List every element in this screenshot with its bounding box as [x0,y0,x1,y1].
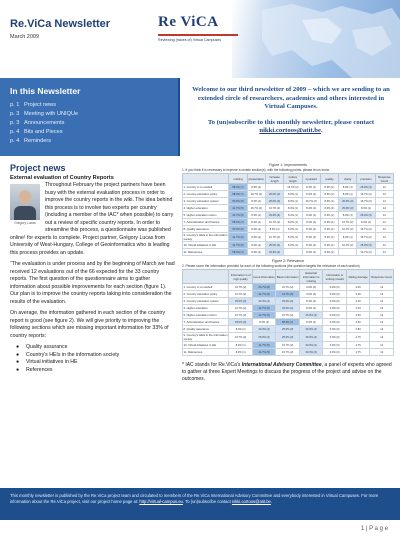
row-label: 7. Administration and finance [183,219,229,226]
table-cell: 33.3% (4) [276,298,300,305]
table-cell: 16.7% (2) [229,291,253,298]
row-label: 10. Virtual initiatives in HE [183,342,229,349]
table-cell: 8.3% (1) [284,198,302,205]
table-cell: 8.3% (1) [357,219,375,226]
row-label: 1. Country in a nutshell [183,284,229,291]
column-header: Information is of high quality [229,270,253,284]
table-cell: 25.0% (3) [276,333,300,342]
table-cell: 33.3% (4) [276,305,300,312]
welcome-box [180,78,400,156]
table-cell: 8.3% (1) [320,184,338,191]
table-row [183,191,394,198]
table-cell: 8.3% (1) [320,226,338,233]
figures-column [182,163,394,383]
table-cell: 16.7% (2) [247,191,265,198]
figure-1-question: 1. If you think it is necessary to improve a certain section(s), with the following points, please let us know. [182,168,330,172]
table-cell: 0.0% (0) [323,298,347,305]
table-cell: 41.7% (5) [276,291,300,298]
table-cell: 16.7% (2) [357,191,375,198]
table-row [183,184,394,191]
row-label: 2. Country education policy [183,291,229,298]
table-row [183,219,394,226]
column-header: Basic information [276,270,300,284]
table-cell: 8.3% (1) [357,205,375,212]
table-cell: 33.3% (4) [299,342,323,349]
table-row [183,349,394,356]
table-cell: 12 [370,291,394,298]
photo-caption: Grégory Lucas [14,221,36,225]
toc-item[interactable] [10,101,168,110]
table-cell: 25.0% (3) [252,333,276,342]
table-row [183,242,394,249]
table-cell: 8.3% (1) [339,184,357,191]
row-label: 8. Quality assurance [183,326,229,333]
table-cell: 12 [370,333,394,342]
table-cell: 16.7% (2) [229,333,253,342]
figure-2-table [182,269,394,356]
table-cell: 16.7% (2) [265,219,283,226]
toc-item[interactable] [10,119,168,128]
table-cell: 8.3% (1) [339,233,357,242]
table-cell: 12 [375,184,393,191]
table-cell: 8.3% (1) [302,233,320,242]
table-cell: 0.0% (0) [323,291,347,298]
table-cell: 0.0% (0) [299,291,323,298]
row-label: 4. Higher education [183,305,229,312]
column-header: Rating Average [346,270,370,284]
row-label: 3. Country education system [183,298,229,305]
table-row [183,284,394,291]
toc-label: Meeting with UNIQUe [24,111,79,117]
toc-page: p. 4 [10,138,20,144]
row-label: 2. Country education policy [183,191,229,198]
toc-label: Bits and Pieces [24,129,63,135]
table-cell: 8.3% (1) [339,212,357,219]
table-cell: 12 [370,342,394,349]
table-row [183,249,394,256]
figure-2-title: Figure 2: Relevance [271,259,305,263]
table-cell: 0.0% (0) [299,284,323,291]
column-header: quality [320,174,338,184]
table-cell: 8.3% (1) [302,226,320,233]
footer-email-link[interactable]: nikki.cortoos@atit.be [231,499,271,504]
table-row [183,319,394,326]
article-para-3: On average, the information gathered in each section of the country report is good (see figure 2). We will give priority to improving the following sections which are missing important information for 33% of country reports: [10,310,169,339]
table-cell: 25.0% (3) [265,198,283,205]
table-cell: 0.0% (0) [323,284,347,291]
toc-page: p. 4 [10,129,20,135]
table-cell: 12 [375,219,393,226]
footnote-prefix: * IAC stands for Re.ViCa's [182,362,242,368]
table-cell: 8.3% (1) [320,249,338,256]
subscribe-prefix: To (un)subscribe to this monthly newsletter, please contact [207,118,375,126]
table-cell: 16.7% (2) [339,219,357,226]
table-cell: 8.3% (1) [247,226,265,233]
newsletter-header [0,0,400,78]
table-cell: 16.7% (2) [276,312,300,319]
table-cell: 0.0% (0) [323,326,347,333]
table-cell: 16.7% (2) [357,226,375,233]
table-cell: 12 [375,226,393,233]
table-cell: 41.7% (5) [229,233,247,242]
figure-2-question: 2. Please score the information provided for each of the following sections (the question targets the relevance of each section) [182,264,360,268]
list-item [16,344,175,352]
table-cell: 8.3% (1) [339,191,357,198]
table-cell: 8.3% (1) [247,198,265,205]
row-label: 8. Quality assurance [183,226,229,233]
table-cell: 2.00 [346,284,370,291]
table-cell: 41.7% (5) [252,312,276,319]
table-cell: 8.3% (1) [320,212,338,219]
row-label: 1. Country in a nutshell [183,184,229,191]
project-homepage-link[interactable]: http://virtual-campus.eu [139,499,183,504]
table-cell: 33.3% (4) [252,298,276,305]
table-cell: 16.7% (2) [284,184,302,191]
list-item [16,352,175,360]
table-cell: 12 [370,319,394,326]
table-cell: 25.0% (3) [265,191,283,198]
portrait-head [19,190,31,204]
table-cell: 8.3% (1) [320,233,338,242]
table-cell: 2.83 [346,326,370,333]
table-cell: 50.0% (6) [229,198,247,205]
table-cell: 41.7% (5) [252,291,276,298]
table-cell: 25.0% (3) [229,298,253,305]
table-cell: 8.3% (1) [229,342,253,349]
table-cell: 33.3% (4) [265,212,283,219]
table-cell: 12 [375,212,393,219]
table-cell: 12 [370,312,394,319]
article-para-1: Throughout February the project partners have been busy with the external evaluation process in order to improve the country reports in the wiki. The idea behind this process is to involve two experts per country (including a member of the IAC* when possible) to carry out a review of specific country reports. In order to streamline this process, a questionnaire was published online¹ for experts to complete. Project partner, Grégory Lucas from University of West-Hungary, College of Geoinformatics who is leading this process provides an update. [10,182,174,256]
subscribe-end: . [320,127,323,134]
table-row [183,326,394,333]
footer-text [10,493,390,505]
column-header: presentation [247,174,265,184]
toc-item[interactable] [10,128,168,137]
table-cell: 0.0% (0) [323,349,347,356]
table-cell [339,249,357,256]
table-cell: 16.7% (2) [247,205,265,212]
table-cell: 16.7% (2) [229,305,253,312]
table-cell: 8.3% (1) [302,242,320,249]
table-cell: 25.0% (3) [276,326,300,333]
table-cell: 2.33 [346,305,370,312]
article-para-1-wrap [10,182,175,257]
table-row [183,205,394,212]
table-cell: 16.7% (2) [265,233,283,242]
table-cell: 41.7% (5) [229,205,247,212]
column-header [183,174,229,184]
table-cell: 16.7% (2) [339,226,357,233]
table-cell: 66.7% (8) [252,284,276,291]
table-cell: 16.7% (2) [265,205,283,212]
row-label: 9. Country's HEIs in the information society [183,233,228,241]
toc-page: p. 3 [10,111,20,117]
table-cell: 8.3% (1) [302,249,320,256]
table-cell: 8.3% (1) [252,319,276,326]
table-cell: 12 [375,249,393,256]
figure-1-title: Figure 1: Improvements [269,163,307,167]
table-cell: 41.7% (5) [229,242,247,249]
table-cell: 12 [375,205,393,212]
table-cell: 12 [375,242,393,249]
table-cell: 41.7% (5) [252,349,276,356]
table-cell: 25.0% (3) [357,242,375,249]
table-cell: 8.3% (1) [284,219,302,226]
table-row [183,198,394,205]
row-label: 4. Higher education [183,205,229,212]
toc-item[interactable] [10,137,168,146]
table-cell: 8.3% (1) [302,212,320,219]
table-cell: 0.0% (0) [323,312,347,319]
table-row [183,226,394,233]
table-cell: 16.7% (2) [276,349,300,356]
column-header [183,270,229,284]
table-cell: 8.3% (1) [320,205,338,212]
table-cell: 0.0% (0) [323,342,347,349]
table-cell: 58.3% (7) [229,249,247,256]
table-cell: 16.7% (2) [276,284,300,291]
list-item-label: References [26,366,53,373]
bullet-icon: ● [16,359,20,365]
table-cell: 12 [370,349,394,356]
table-cell: 16.7% (2) [302,198,320,205]
footnote-suffix: , a panel of experts who agreed to gather at three Expert Meetings to discuss the progress of the project and advise on the outcomes. [182,362,392,382]
table-row [183,298,394,305]
table-cell: 41.7% (5) [229,212,247,219]
article-para-2: “The evaluation is under process and by the beginning of March we had received 12 evaluations out of the 66 expected for the 33 country reports. The first question of the questionnaire aims to gather information about possible improvements for each section (figure 1). Our plan is to improve the country reports taking into consideration the results of the evaluation. [10,261,175,305]
table-cell: 58.3% (7) [229,191,247,198]
table-cell: 8.3% (1) [302,184,320,191]
subscribe-email-link[interactable]: nikki.cortoos@atit.be [259,127,321,134]
table-cell: 2.75 [346,342,370,349]
toc-label: Announcements [24,120,65,126]
bullet-icon: ● [16,351,20,358]
table-cell: 58.3% (7) [229,219,247,226]
column-header: precision [357,174,375,184]
table-cell: 12 [375,233,393,242]
table-row [183,305,394,312]
table-cell: 2.50 [346,319,370,326]
issue-date: March 2009 [10,34,40,40]
table-cell: 33.3% (4) [299,349,323,356]
table-cell: 8.3% (1) [299,319,323,326]
table-cell: 0.0% (0) [323,333,347,342]
table-cell: 8.3% (1) [247,212,265,219]
toc-page: p. 1 [10,102,20,108]
table-cell: 8.3% (1) [284,212,302,219]
table-cell: 2.25 [346,298,370,305]
table-cell: 8.3% (1) [247,219,265,226]
page-number: 1 | P a g e [360,526,388,532]
list-item [16,359,175,367]
table-cell: 25.0% (3) [229,319,253,326]
footer-text-start: This monthly newsletter is published by the Re.ViCa project team and circulated to members of the Re.ViCa International Advisory Committee and everybody interested in Virtual Campuses. For more information about the Re.ViCa project, visit our project home page at: [10,493,379,504]
row-label: 11. References [183,249,229,256]
table-row [183,333,394,342]
table-cell: 8.3% (1) [284,233,302,242]
logo-underline [158,34,238,36]
table-cell: 12 [375,191,393,198]
revica-logo [158,14,238,54]
toc-label: Project news [24,102,57,108]
table-cell: 0.0% (0) [323,305,347,312]
table-cell: 8.3% (1) [284,226,302,233]
portrait-torso [14,206,36,220]
table-cell: 8.3% (1) [284,205,302,212]
footnote-committee-name: International Advisory Committee [241,362,322,368]
article-subheading: External evaluation of Country Reports [10,175,114,181]
list-item-label: Virtual initiatives in HE [26,359,78,365]
column-header: reduce length [284,174,302,184]
table-cell: 16.7% (2) [357,233,375,242]
table-cell: 8.3% (1) [284,191,302,198]
logo-tagline: Reviewing (traces of) Virtual Campuses [158,38,222,42]
table-cell: 16.7% (2) [229,284,253,291]
logo-wordmark: Re ViCA [158,14,219,30]
section-heading: Project news [10,163,66,173]
table-cell: 8.3% (1) [265,226,283,233]
table-cell: 2.75 [346,349,370,356]
portrait-photo [10,184,40,220]
table-cell: 12 [370,326,394,333]
table-cell: 2.50 [346,312,370,319]
toc-item[interactable] [10,110,168,119]
column-header: clarity [339,174,357,184]
priority-list [10,344,175,374]
table-cell: 16.7% (2) [229,312,253,319]
list-item [16,367,175,375]
table-cell: 8.3% (1) [320,219,338,226]
table-cell: 16.7% (2) [339,242,357,249]
table-cell: 16.7% (2) [357,249,375,256]
bullet-icon: ● [16,366,20,373]
list-item-label: Quality assurance [26,344,68,350]
table-row [183,233,394,242]
table-cell: 8.3% (1) [247,184,265,191]
figure-1-table [182,173,394,256]
row-label: 7. Administration and finance [183,319,229,326]
table-cell: 25.0% (3) [265,242,283,249]
table-cell: 33.3% (4) [299,333,323,342]
contents-heading: In this Newsletter [10,86,81,96]
table-cell: 0.0% (0) [323,319,347,326]
table-cell [265,184,283,191]
table-cell: 8.3% (1) [284,242,302,249]
footer-band [0,488,400,520]
table-cell: 12 [370,298,394,305]
table-cell: 16.7% (2) [357,198,375,205]
row-label: 10. Virtual initiatives in HE [183,242,229,249]
subscribe-text [192,119,390,136]
table-cell: 8.3% (1) [320,198,338,205]
footer-text-end: . [270,499,273,504]
column-header: Response Count [375,174,393,184]
table-cell: 8.3% (1) [299,298,323,305]
table-row [183,312,394,319]
europe-map-image [232,0,400,78]
table-cell: 8.3% (1) [247,233,265,242]
column-header: Good information [252,270,276,284]
table-cell: 8.3% (1) [302,219,320,226]
article-column [10,163,175,374]
table-of-contents [0,78,178,156]
table-cell: 41.7% (5) [252,305,276,312]
table-cell: 25.0% (3) [339,205,357,212]
column-header: Response Count [370,270,394,284]
table-cell: 12 [370,305,394,312]
table-cell: 8.3% (1) [247,249,265,256]
row-label: 3. Country education system [183,198,229,205]
list-item-label: Country's HEIs in the information society [26,351,120,358]
column-header: increase length [265,174,283,184]
table-cell: 8.3% (1) [229,326,253,333]
table-header-row [183,174,394,184]
newsletter-title: Re.ViCa Newsletter [10,18,111,30]
table-cell: 8.3% (1) [247,242,265,249]
column-header: Essential information is missing [299,270,323,284]
table-cell: 41.7% (5) [252,342,276,349]
table-cell: 50.0% (6) [229,226,247,233]
table-cell: 2.75 [346,333,370,342]
table-row [183,342,394,349]
table-row [183,291,394,298]
table-cell: 25.0% (3) [357,184,375,191]
table-cell: 33.3% (4) [252,326,276,333]
table-cell: 8.3% (1) [302,205,320,212]
table-cell: 8.3% (1) [299,305,323,312]
table-header-row [183,270,394,284]
table-cell: 25.0% (3) [339,198,357,205]
table-cell: 58.3% (7) [276,319,300,326]
footer-text-mid: . To (un)subscribe contact [182,499,232,504]
table-cell: 2.25 [346,291,370,298]
welcome-text: Welcome to our third newsletter of 2009 – which we are sending to an extended circle of researchers, academics and others interested in Virtual Campuses. [192,86,390,110]
table-cell: 33.3% (4) [299,326,323,333]
photo-block [10,184,40,228]
row-label: 11. References [183,349,229,356]
table-cell: 25.0% (3) [357,212,375,219]
column-header: nothing [229,174,247,184]
iac-footnote [182,362,394,383]
bullet-icon: ● [16,344,20,350]
table-cell [284,249,302,256]
table-cell: 8.3% (1) [302,191,320,198]
table-cell: 8.3% (1) [320,191,338,198]
row-label: 5. Higher education reform [183,212,229,219]
table-cell: 12 [375,198,393,205]
column-header: up-dated [302,174,320,184]
toc-page: p. 3 [10,120,20,126]
toc-label: Reminders [24,138,52,144]
table-cell: 33.3% (4) [265,249,283,256]
table-cell: 12 [370,284,394,291]
table-cell: 8.3% (1) [229,349,253,356]
column-header: Information is entirely invalid [323,270,347,284]
table-cell: 16.7% (2) [276,342,300,349]
table-cell: 25.0% (3) [299,312,323,319]
row-label: 5. Higher education reform [183,312,229,319]
row-label: 9. Country's HEIs in the information society [183,333,228,341]
table-row [183,212,394,219]
table-cell: 58.3% (7) [229,184,247,191]
table-cell: 8.3% (1) [320,242,338,249]
